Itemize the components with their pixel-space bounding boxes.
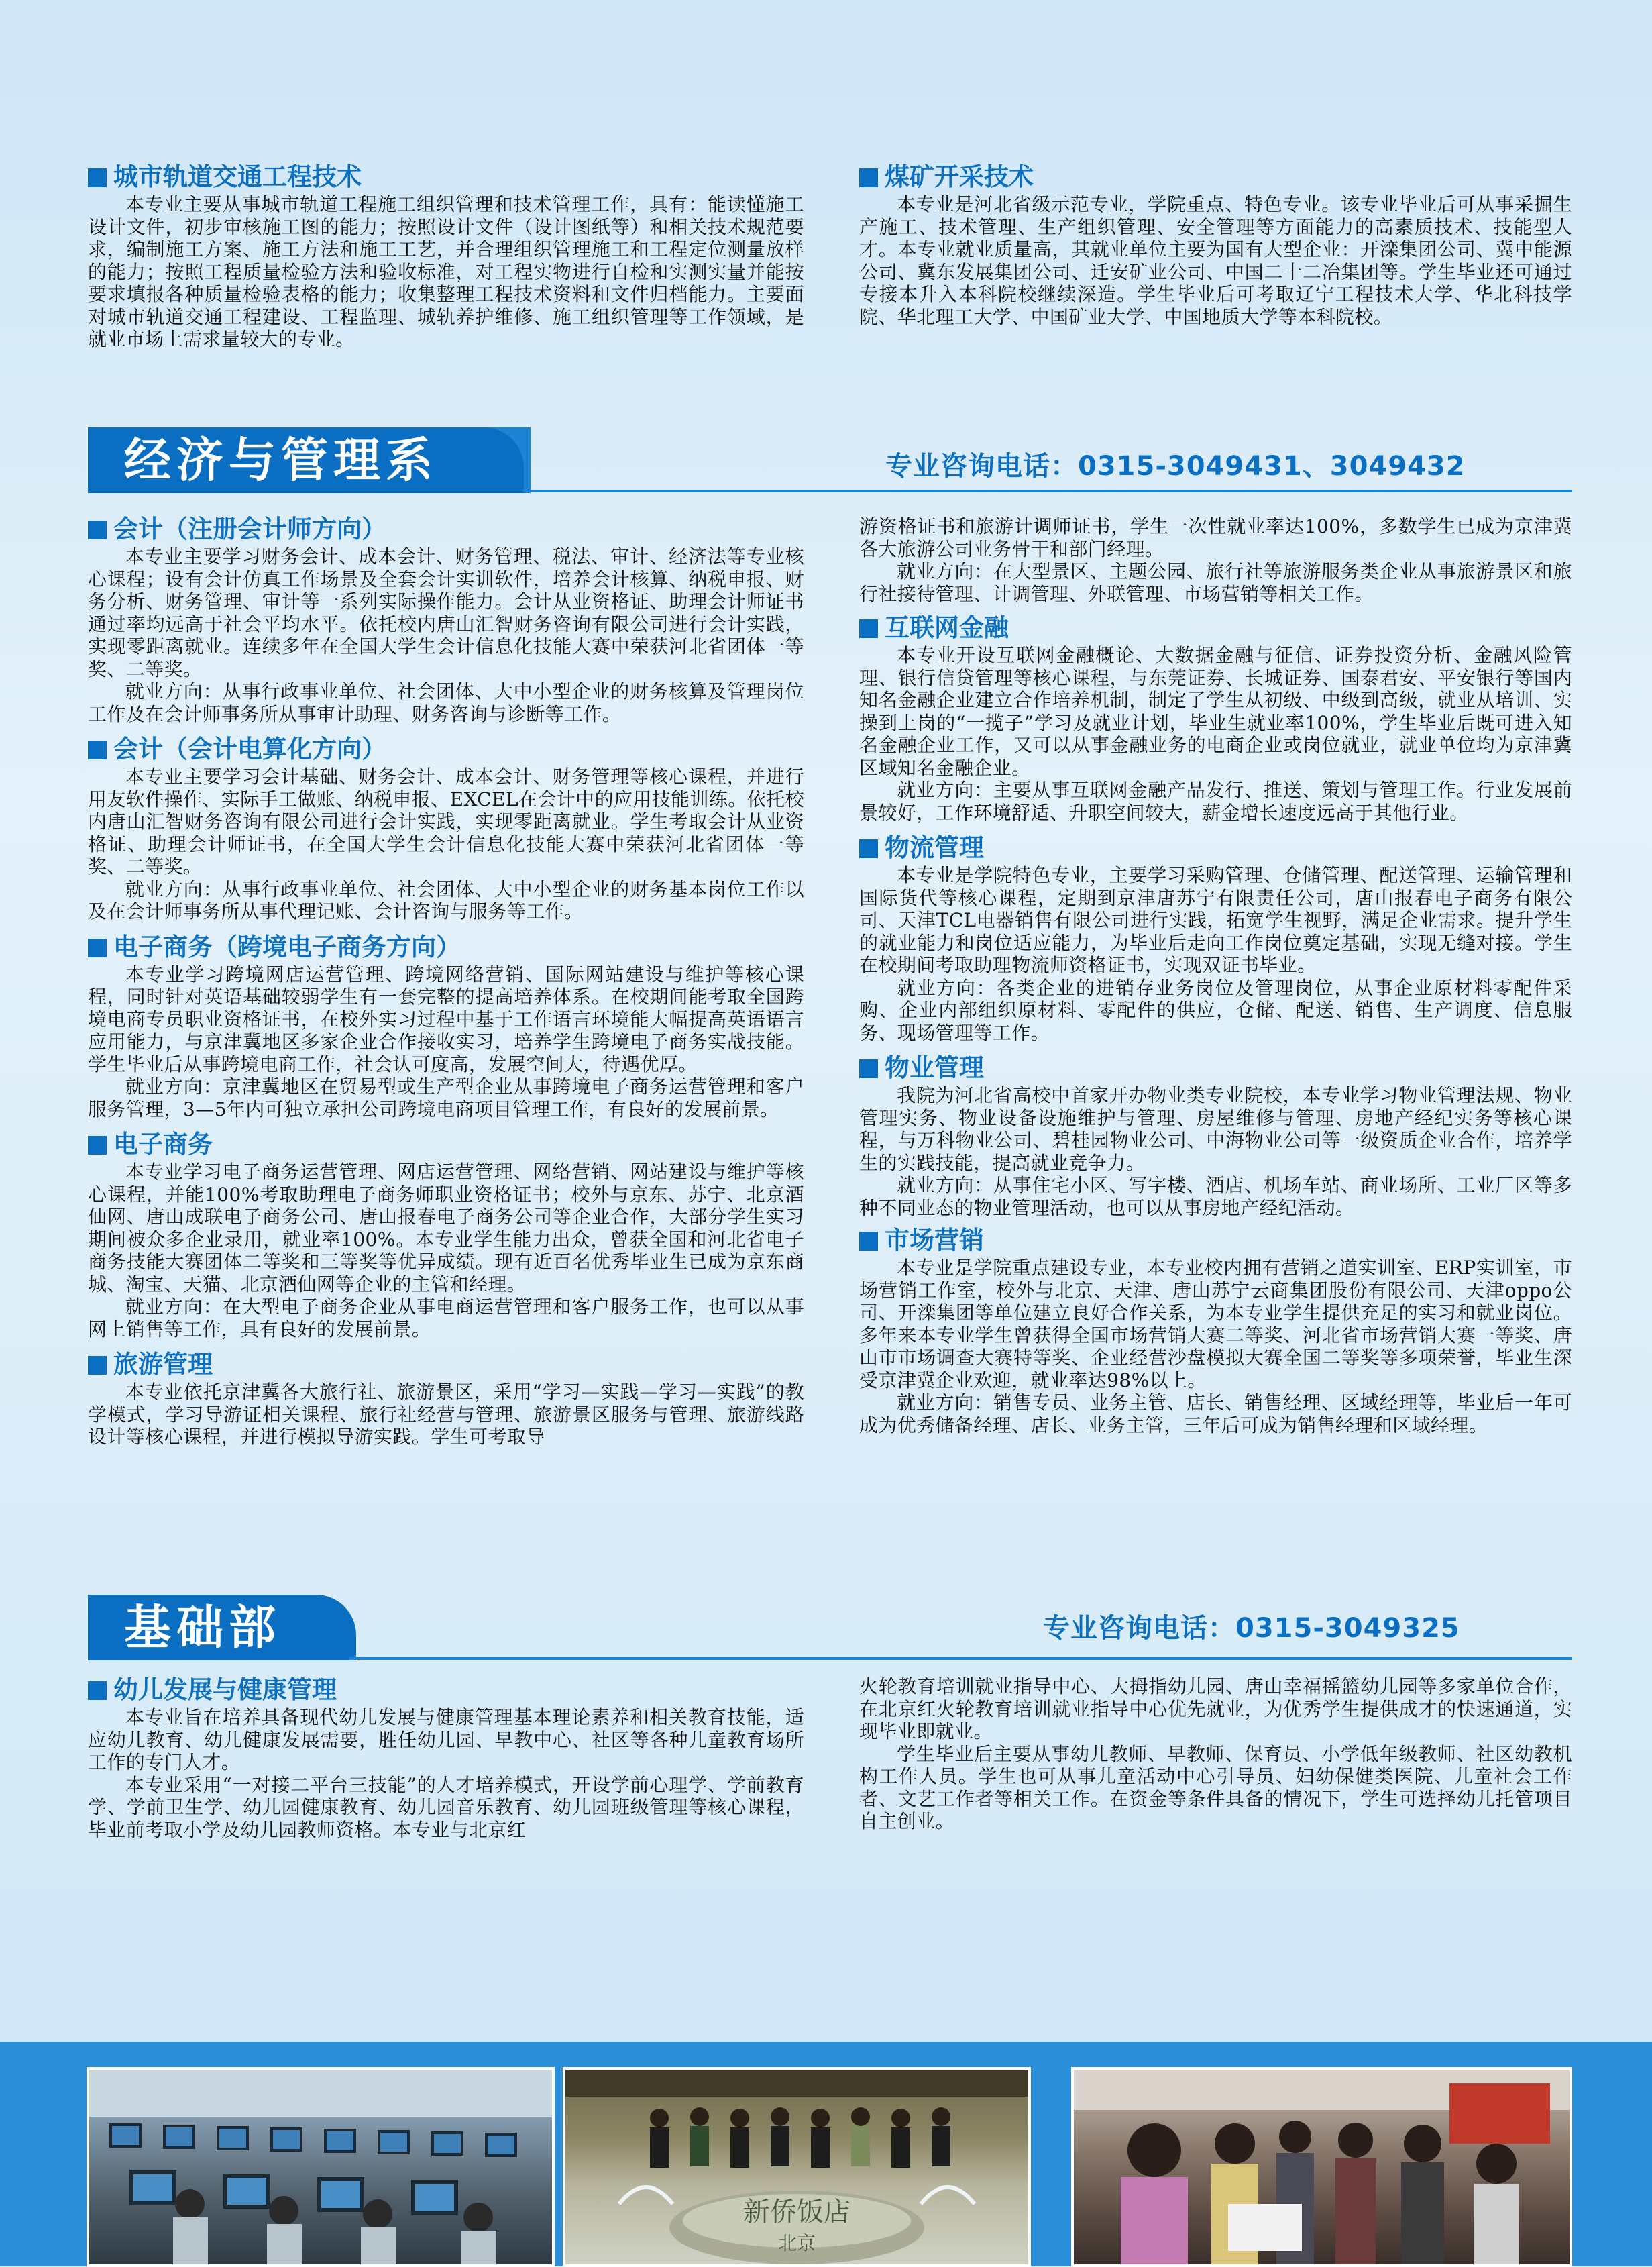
section-text: 本专业是学院特色专业，主要学习采购管理、仓储管理、配送管理、运输管理和国际货代等核心课程，定期到京津唐苏宁有限责任公司，唐山报春电子商务有限公司、天津TCL电器销售有限公司进行实践，拓宽学生视野，满足企业需求。提升学生的就业能力和岗位适应能力，为毕业后走向工作岗位奠定基础，实现无缝对接。学生在校期间考取助理物流师资格证书，实现双证书毕业。	[859, 864, 1572, 976]
top-left-column	[88, 161, 804, 351]
section-title: 电子商务（跨境电子商务方向）	[88, 931, 804, 963]
basic-left-column	[88, 1674, 804, 1841]
section-text: 就业方向：各类企业的进销存业务岗位及管理岗位，从事企业原材料零配件采购、企业内部组织原材料、零配件的供应，仓储、配送、销售、生产调度、信息服务、现场管理等工作。	[859, 976, 1572, 1044]
section-text: 就业方向：从事行政事业单位、社会团体、大中小型企业的财务核算及管理岗位工作及在会计师事务所从事审计助理、财务咨询与诊断等工作。	[88, 680, 804, 725]
square-bullet-icon	[88, 168, 107, 187]
section-text: 本专业主要学习会计基础、财务会计、成本会计、财务管理等核心课程，并进行用友软件操作、实际手工做账、纳税申报、EXCEL在会计中的应用技能训练。依托校内唐山汇智财务咨询有限公司进行会计实践，实现零距离就业。学生考取会计从业资格证、助理会计师证书，在全国大学生会计信息化技能大赛中荣获河北省团体一等奖、二等奖。	[88, 766, 804, 878]
square-bullet-icon	[88, 1356, 107, 1375]
square-bullet-icon	[88, 1136, 107, 1155]
top-right-column	[859, 161, 1572, 328]
section-title: 旅游管理	[88, 1349, 804, 1381]
section-text: 本专业旨在培养具备现代幼儿发展与健康管理基本理论素养和相关教育技能，适应幼儿教育、幼儿健康发展需要，胜任幼儿园、早教中心、社区等各种儿童教育场所工作的专门人才。	[88, 1706, 804, 1773]
section-text: 本专业采用“一对接二平台三技能”的人才培养模式，开设学前心理学、学前教育学、学前卫生学、幼儿园健康教育、幼儿园音乐教育、幼儿园班级管理等核心课程，毕业前考取小学及幼儿园教师资格。本专业与北京红	[88, 1773, 804, 1841]
square-bullet-icon	[859, 1232, 878, 1251]
hotel-sign-city: 北京	[777, 2232, 816, 2254]
square-bullet-icon	[88, 1681, 107, 1700]
band-divider	[523, 490, 1572, 492]
section-text: 本专业学习跨境网店运营管理、跨境网络营销、国际网站建设与维护等核心课程，同时针对英语基础较弱学生有一套完整的提高培养体系。在校期间能考取全国跨境电商专员职业资格证书，在校外实习过程中基于工作语言环境能大幅提高英语语言应用能力，与京津冀地区多家企业合作接收实习，培养学生跨境电子商务实战技能。学生毕业后从事跨境电商工作，社会认可度高，发展空间大，待遇优厚。	[88, 963, 804, 1075]
band-divider	[349, 1657, 1572, 1660]
square-bullet-icon	[88, 521, 107, 539]
hotel-staff-photo	[563, 2067, 1031, 2267]
econ-left-column	[88, 513, 804, 1448]
section-title: 物业管理	[859, 1052, 1572, 1084]
computer-lab-photo	[87, 2067, 555, 2267]
section-text: 本专业主要学习财务会计、成本会计、财务管理、税法、审计、经济法等专业核心课程；设有会计仿真工作场景及全套会计实训软件，培养会计核算、纳税申报、财务分析、财务管理、审计等一系列实际操作能力。会计从业资格证、助理会计师证书通过率均远高于社会平均水平。依托校内唐山汇智财务咨询有限公司进行会计实践，实现零距离就业。连续多年在全国大学生会计信息化技能大赛中荣获河北省团体一等奖、二等奖。	[88, 545, 804, 680]
section-title: 物流管理	[859, 832, 1572, 864]
square-bullet-icon	[859, 839, 878, 858]
section-text: 游资格证书和旅游计调师证书，学生一次性就业率达100%，多数学生已成为京津冀各大旅游公司业务骨干和部门经理。	[859, 515, 1572, 560]
section-text: 本专业开设互联网金融概论、大数据金融与征信、证券投资分析、金融风险管理、银行信贷管理等核心课程，与东莞证券、长城证券、国泰君安、平安银行等国内知名金融企业建立合作培养机制，制定了学生从初级、中级到高级，就业从培训、实操到上岗的“一揽子”学习及就业计划，毕业生就业率100%，学生毕业后既可进入知名金融企业工作，又可以从事金融业务的电商企业或岗位就业，就业单位均为京津冀区域知名金融企业。	[859, 644, 1572, 779]
section-title: 市场营销	[859, 1224, 1572, 1257]
section-title: 会计（会计电算化方向）	[88, 733, 804, 766]
section-text: 就业方向：从事住宅小区、写字楼、酒店、机场车站、商业场所、工业厂区等多种不同业态的物业管理活动，也可以从事房地产经纪活动。	[859, 1174, 1572, 1219]
square-bullet-icon	[859, 619, 878, 638]
department-title: 经济与管理系	[124, 433, 438, 488]
section-text: 火轮教育培训就业指导中心、大拇指幼儿园、唐山幸福摇篮幼儿园等多家单位合作，在北京红火轮教育培训就业指导中心优先就业，为优秀学生提供成才的快速通道，实现毕业即就业。	[859, 1675, 1572, 1742]
section-text: 就业方向：在大型电子商务企业从事电商运营管理和客户服务工作，也可以从事网上销售等工作，具有良好的发展前景。	[88, 1296, 804, 1340]
consult-phone: 专业咨询电话：0315-3049325	[1043, 1613, 1460, 1644]
section-title: 互联网金融	[859, 612, 1572, 644]
basic-right-column	[859, 1675, 1572, 1833]
hotel-sign-text: 新侨饭店	[743, 2197, 850, 2227]
hotel-staff-illustration	[565, 2070, 1028, 2264]
econ-right-column	[859, 515, 1572, 1436]
section-text: 学生毕业后主要从事幼儿教师、早教师、保育员、小学低年级教师、社区幼教机构工作人员。学生也可从事儿童活动中心引导员、妇幼保健类医院、儿童社会工作者、文艺工作者等相关工作。在资金等条件具备的情况下，学生可选择幼儿托管项目自主创业。	[859, 1742, 1572, 1832]
computer-lab-illustration	[89, 2070, 552, 2264]
section-text: 就业方向：在大型景区、主题公园、旅行社等旅游服务类企业从事旅游景区和旅行社接待管理、计调管理、外联管理、市场营销等相关工作。	[859, 560, 1572, 605]
section-text: 就业方向：销售专员、业务主管、店长、销售经理、区域经理等，毕业后一年可成为优秀储备经理、店长、业务主管，三年后可成为销售经理和区域经理。	[859, 1391, 1572, 1436]
section-title: 城市轨道交通工程技术	[88, 161, 804, 193]
section-title: 煤矿开采技术	[859, 161, 1572, 193]
square-bullet-icon	[859, 1059, 878, 1078]
section-text: 本专业学习电子商务运营管理、网店运营管理、网络营销、网站建设与维护等核心课程，并能100%考取助理电子商务师职业资格证书；校外与京东、苏宁、北京酒仙网、唐山成联电子商务公司、唐山报春电子商务公司等企业合作，大部分学生实习期间被众多企业录用，就业率100%。本专业学生能力出众，曾获全国和河北省电子商务技能大赛团体二等奖和三等奖等优异成绩。现有近百名优秀毕业生已成为京东商城、淘宝、天猫、北京酒仙网等企业的主管和经理。	[88, 1161, 804, 1296]
section-text: 本专业是学院重点建设专业，本专业校内拥有营销之道实训室、ERP实训室，市场营销工作室，校外与北京、天津、唐山苏宁云商集团股份有限公司、天津oppo公司、开滦集团等单位建立良好合作关系，为本专业学生提供充足的实习和就业岗位。多年来本专业学生曾获得全国市场营销大赛二等奖、河北省市场营销大赛一等奖、唐山市市场调查大赛特等奖、企业经营沙盘模拟大赛全国二等奖等多项荣誉，毕业生深受京津冀企业欢迎，就业率达98%以上。	[859, 1257, 1572, 1391]
square-bullet-icon	[859, 168, 878, 187]
section-text: 本专业主要从事城市轨道工程施工组织管理和技术管理工作，具有：能读懂施工设计文件，初步审核施工图的能力；按照设计文件（设计图纸等）和相关技术规范要求，编制施工方案、施工方法和施工工艺，并合理组织管理施工和工程定位测量放样的能力；按照工程质量检验方法和验收标准，对工程实物进行自检和实测实量并能按要求填报各种质量检验表格的能力；收集整理工程技术资料和文件归档能力。主要面对城市轨道交通工程建设、工程监理、城轨养护维修、施工组织管理等工作领域，是就业市场上需求量较大的专业。	[88, 193, 804, 350]
section-text: 就业方向：主要从事互联网金融产品发行、推送、策划与管理工作。行业发展前景较好，工作环境舒适、升职空间较大，薪金增长速度远高于其他行业。	[859, 779, 1572, 824]
department-title: 基础部	[124, 1600, 281, 1655]
section-title: 会计（注册会计师方向）	[88, 513, 804, 545]
square-bullet-icon	[88, 939, 107, 957]
section-text: 我院为河北省高校中首家开办物业类专业院校，本专业学习物业管理法规、物业管理实务、物业设备设施维护与管理、房屋维修与管理、房地产经纪实务等核心课程，与万科物业公司、碧桂园物业公司、中海物业公司等一级资质企业合作，培养学生的实践技能，提高就业竞争力。	[859, 1084, 1572, 1174]
job-fair-illustration	[1074, 2070, 1570, 2264]
section-text: 就业方向：京津冀地区在贸易型或生产型企业从事跨境电子商务运营管理和客户服务管理，3—5年内可独立承担公司跨境电商项目管理工作，有良好的发展前景。	[88, 1075, 804, 1120]
consult-phone: 专业咨询电话：0315-3049431、3049432	[885, 451, 1466, 482]
section-text: 本专业依托京津冀各大旅行社、旅游景区，采用“学习—实践—学习—实践”的教学模式，学习导游证相关课程、旅行社经营与管理、旅游景区服务与管理、旅游线路设计等核心课程，并进行模拟导游实践。学生可考取导	[88, 1381, 804, 1448]
section-title: 电子商务	[88, 1128, 804, 1161]
section-text: 就业方向：从事行政事业单位、社会团体、大中小型企业的财务基本岗位工作以及在会计师事务所从事代理记账、会计咨询与服务等工作。	[88, 878, 804, 922]
section-text: 本专业是河北省级示范专业，学院重点、特色专业。该专业毕业后可从事采掘生产施工、技术管理、生产组织管理、安全管理等方面能力的高素质技术、技能型人才。本专业就业质量高，其就业单位主要为国有大型企业：开滦集团公司、冀中能源公司、冀东发展集团公司、迁安矿业公司、中国二十二冶集团等。学生毕业还可通过专接本升入本科院校继续深造。学生毕业后可考取辽宁工程技术大学、华北科技学院、华北理工大学、中国矿业大学、中国地质大学等本科院校。	[859, 193, 1572, 328]
square-bullet-icon	[88, 741, 107, 759]
section-title: 幼儿发展与健康管理	[88, 1674, 804, 1706]
job-fair-photo	[1071, 2067, 1572, 2267]
